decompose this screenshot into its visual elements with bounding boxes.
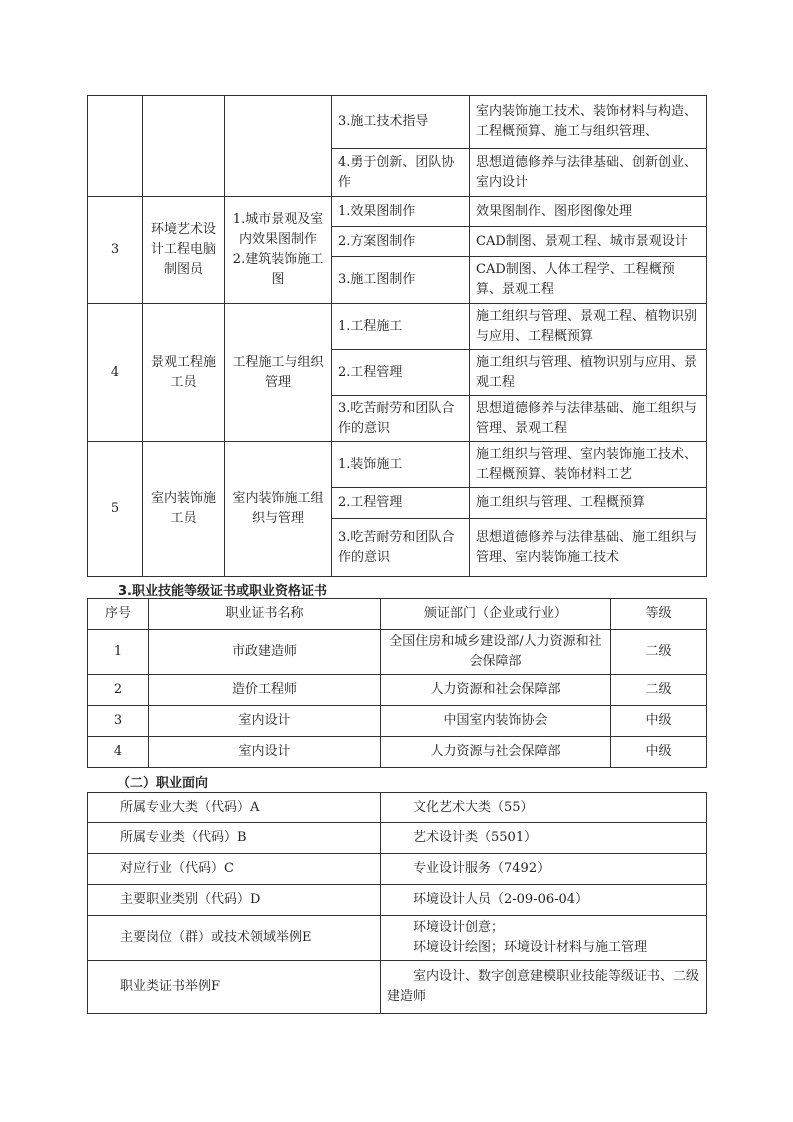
cert-table xyxy=(87,598,707,768)
supporting-courses: 效果图制作、图形图像处理 xyxy=(470,197,707,227)
table-cell: 2 xyxy=(88,675,149,706)
table-cell: 全国住房和城乡建设部/人力资源和社会保障部 xyxy=(381,630,611,675)
supporting-courses: 思想道德修养与法律基础、施工组织与管理、室内装饰施工技术 xyxy=(470,519,707,577)
table-cell: 室内设计 xyxy=(149,737,381,768)
work-task: 3.吃苦耐劳和团队合作的意识 xyxy=(332,519,470,577)
row-number: 3 xyxy=(88,197,143,304)
job-post xyxy=(143,96,225,197)
career-field-value: 文化艺术大类（55） xyxy=(381,793,707,823)
table-row xyxy=(88,706,707,737)
core-ability: 室内装饰施工组织与管理 xyxy=(225,442,332,577)
column-header: 序号 xyxy=(88,599,149,630)
table-row xyxy=(88,96,707,149)
supporting-courses: CAD制图、景观工程、城市景观设计 xyxy=(470,227,707,257)
supporting-courses: 思想道德修养与法律基础、创新创业、室内设计 xyxy=(470,149,707,197)
table-cell: 市政建造师 xyxy=(149,630,381,675)
work-task: 3.吃苦耐劳和团队合作的意识 xyxy=(332,396,470,442)
work-task: 3.施工图制作 xyxy=(332,257,470,304)
table-cell: 中级 xyxy=(611,737,707,768)
table-row xyxy=(88,737,707,768)
work-task: 1.工程施工 xyxy=(332,304,470,350)
row-number: 5 xyxy=(88,442,143,577)
core-ability: 1.城市景观及室内效果图制作 2.建筑装饰施工图 xyxy=(225,197,332,304)
career-section-title: （二）职业面向 xyxy=(117,776,209,791)
table-row xyxy=(88,916,707,961)
row-number xyxy=(88,96,143,197)
work-task: 2.方案图制作 xyxy=(332,227,470,257)
table-cell: 1 xyxy=(88,630,149,675)
work-task: 1.效果图制作 xyxy=(332,197,470,227)
career-field-label: 职业类证书举例F xyxy=(88,961,381,1014)
career-field-label: 主要职业类别（代码）D xyxy=(88,885,381,916)
table-header xyxy=(88,599,707,630)
career-field-value: 室内设计、数字创意建模职业技能等级证书、二级建造师 xyxy=(381,961,707,1014)
work-task: 2.工程管理 xyxy=(332,488,470,519)
career-field-value: 艺术设计类（5501） xyxy=(381,823,707,854)
table-cell: 4 xyxy=(88,737,149,768)
table-row xyxy=(88,823,707,854)
table-cell: 造价工程师 xyxy=(149,675,381,706)
cert-section-title: 3.职业技能等级证书或职业资格证书 xyxy=(118,584,327,599)
column-header: 职业证书名称 xyxy=(149,599,381,630)
supporting-courses: 施工组织与管理、室内装饰施工技术、工程概预算、装饰材料工艺 xyxy=(470,442,707,488)
supporting-courses: 施工组织与管理、植物识别与应用、景观工程 xyxy=(470,350,707,396)
job-post: 室内装饰施工员 xyxy=(143,442,225,577)
row-number: 4 xyxy=(88,304,143,442)
career-field-label: 所属专业大类（代码）A xyxy=(88,793,381,823)
supporting-courses: 室内装饰施工技术、装饰材料与构造、工程概预算、施工与组织管理、 xyxy=(470,96,707,149)
supporting-courses: 施工组织与管理、工程概预算 xyxy=(470,488,707,519)
career-field-label: 所属专业类（代码）B xyxy=(88,823,381,854)
career-field-label: 对应行业（代码）C xyxy=(88,854,381,885)
column-header: 等级 xyxy=(611,599,707,630)
work-task: 4.勇于创新、团队协作 xyxy=(332,149,470,197)
table-cell: 二级 xyxy=(611,630,707,675)
table-row xyxy=(88,675,707,706)
table-row xyxy=(88,793,707,823)
work-task: 1.装饰施工 xyxy=(332,442,470,488)
table-cell: 3 xyxy=(88,706,149,737)
table-row xyxy=(88,442,707,488)
job-post: 景观工程施工员 xyxy=(143,304,225,442)
core-ability xyxy=(225,96,332,197)
career-table xyxy=(87,792,707,1014)
table-row xyxy=(88,197,707,227)
work-task: 2.工程管理 xyxy=(332,350,470,396)
table-row xyxy=(88,854,707,885)
career-field-value: 专业设计服务（7492） xyxy=(381,854,707,885)
table-row xyxy=(88,304,707,350)
table-cell: 中级 xyxy=(611,706,707,737)
table-row xyxy=(88,885,707,916)
job-post: 环境艺术设计工程电脑制图员 xyxy=(143,197,225,304)
career-field-label: 主要岗位（群）或技术领域举例E xyxy=(88,916,381,961)
column-header: 颁证部门（企业或行业） xyxy=(381,599,611,630)
table-cell: 二级 xyxy=(611,675,707,706)
table-cell: 中国室内装饰协会 xyxy=(381,706,611,737)
supporting-courses: 施工组织与管理、景观工程、植物识别与应用、工程概预算 xyxy=(470,304,707,350)
table-row xyxy=(88,630,707,675)
job-ability-table xyxy=(87,95,707,577)
supporting-courses: CAD制图、人体工程学、工程概预算、景观工程 xyxy=(470,257,707,304)
table-cell: 人力资源和社会保障部 xyxy=(381,675,611,706)
work-task: 3.施工技术指导 xyxy=(332,96,470,149)
supporting-courses: 思想道德修养与法律基础、施工组织与管理、景观工程 xyxy=(470,396,707,442)
table-row xyxy=(88,961,707,1014)
table-cell: 人力资源与社会保障部 xyxy=(381,737,611,768)
career-field-value: 环境设计创意； 环境设计绘图；环境设计材料与施工管理 xyxy=(381,916,707,961)
core-ability: 工程施工与组织管理 xyxy=(225,304,332,442)
table-cell: 室内设计 xyxy=(149,706,381,737)
career-field-value: 环境设计人员（2-09-06-04） xyxy=(381,885,707,916)
